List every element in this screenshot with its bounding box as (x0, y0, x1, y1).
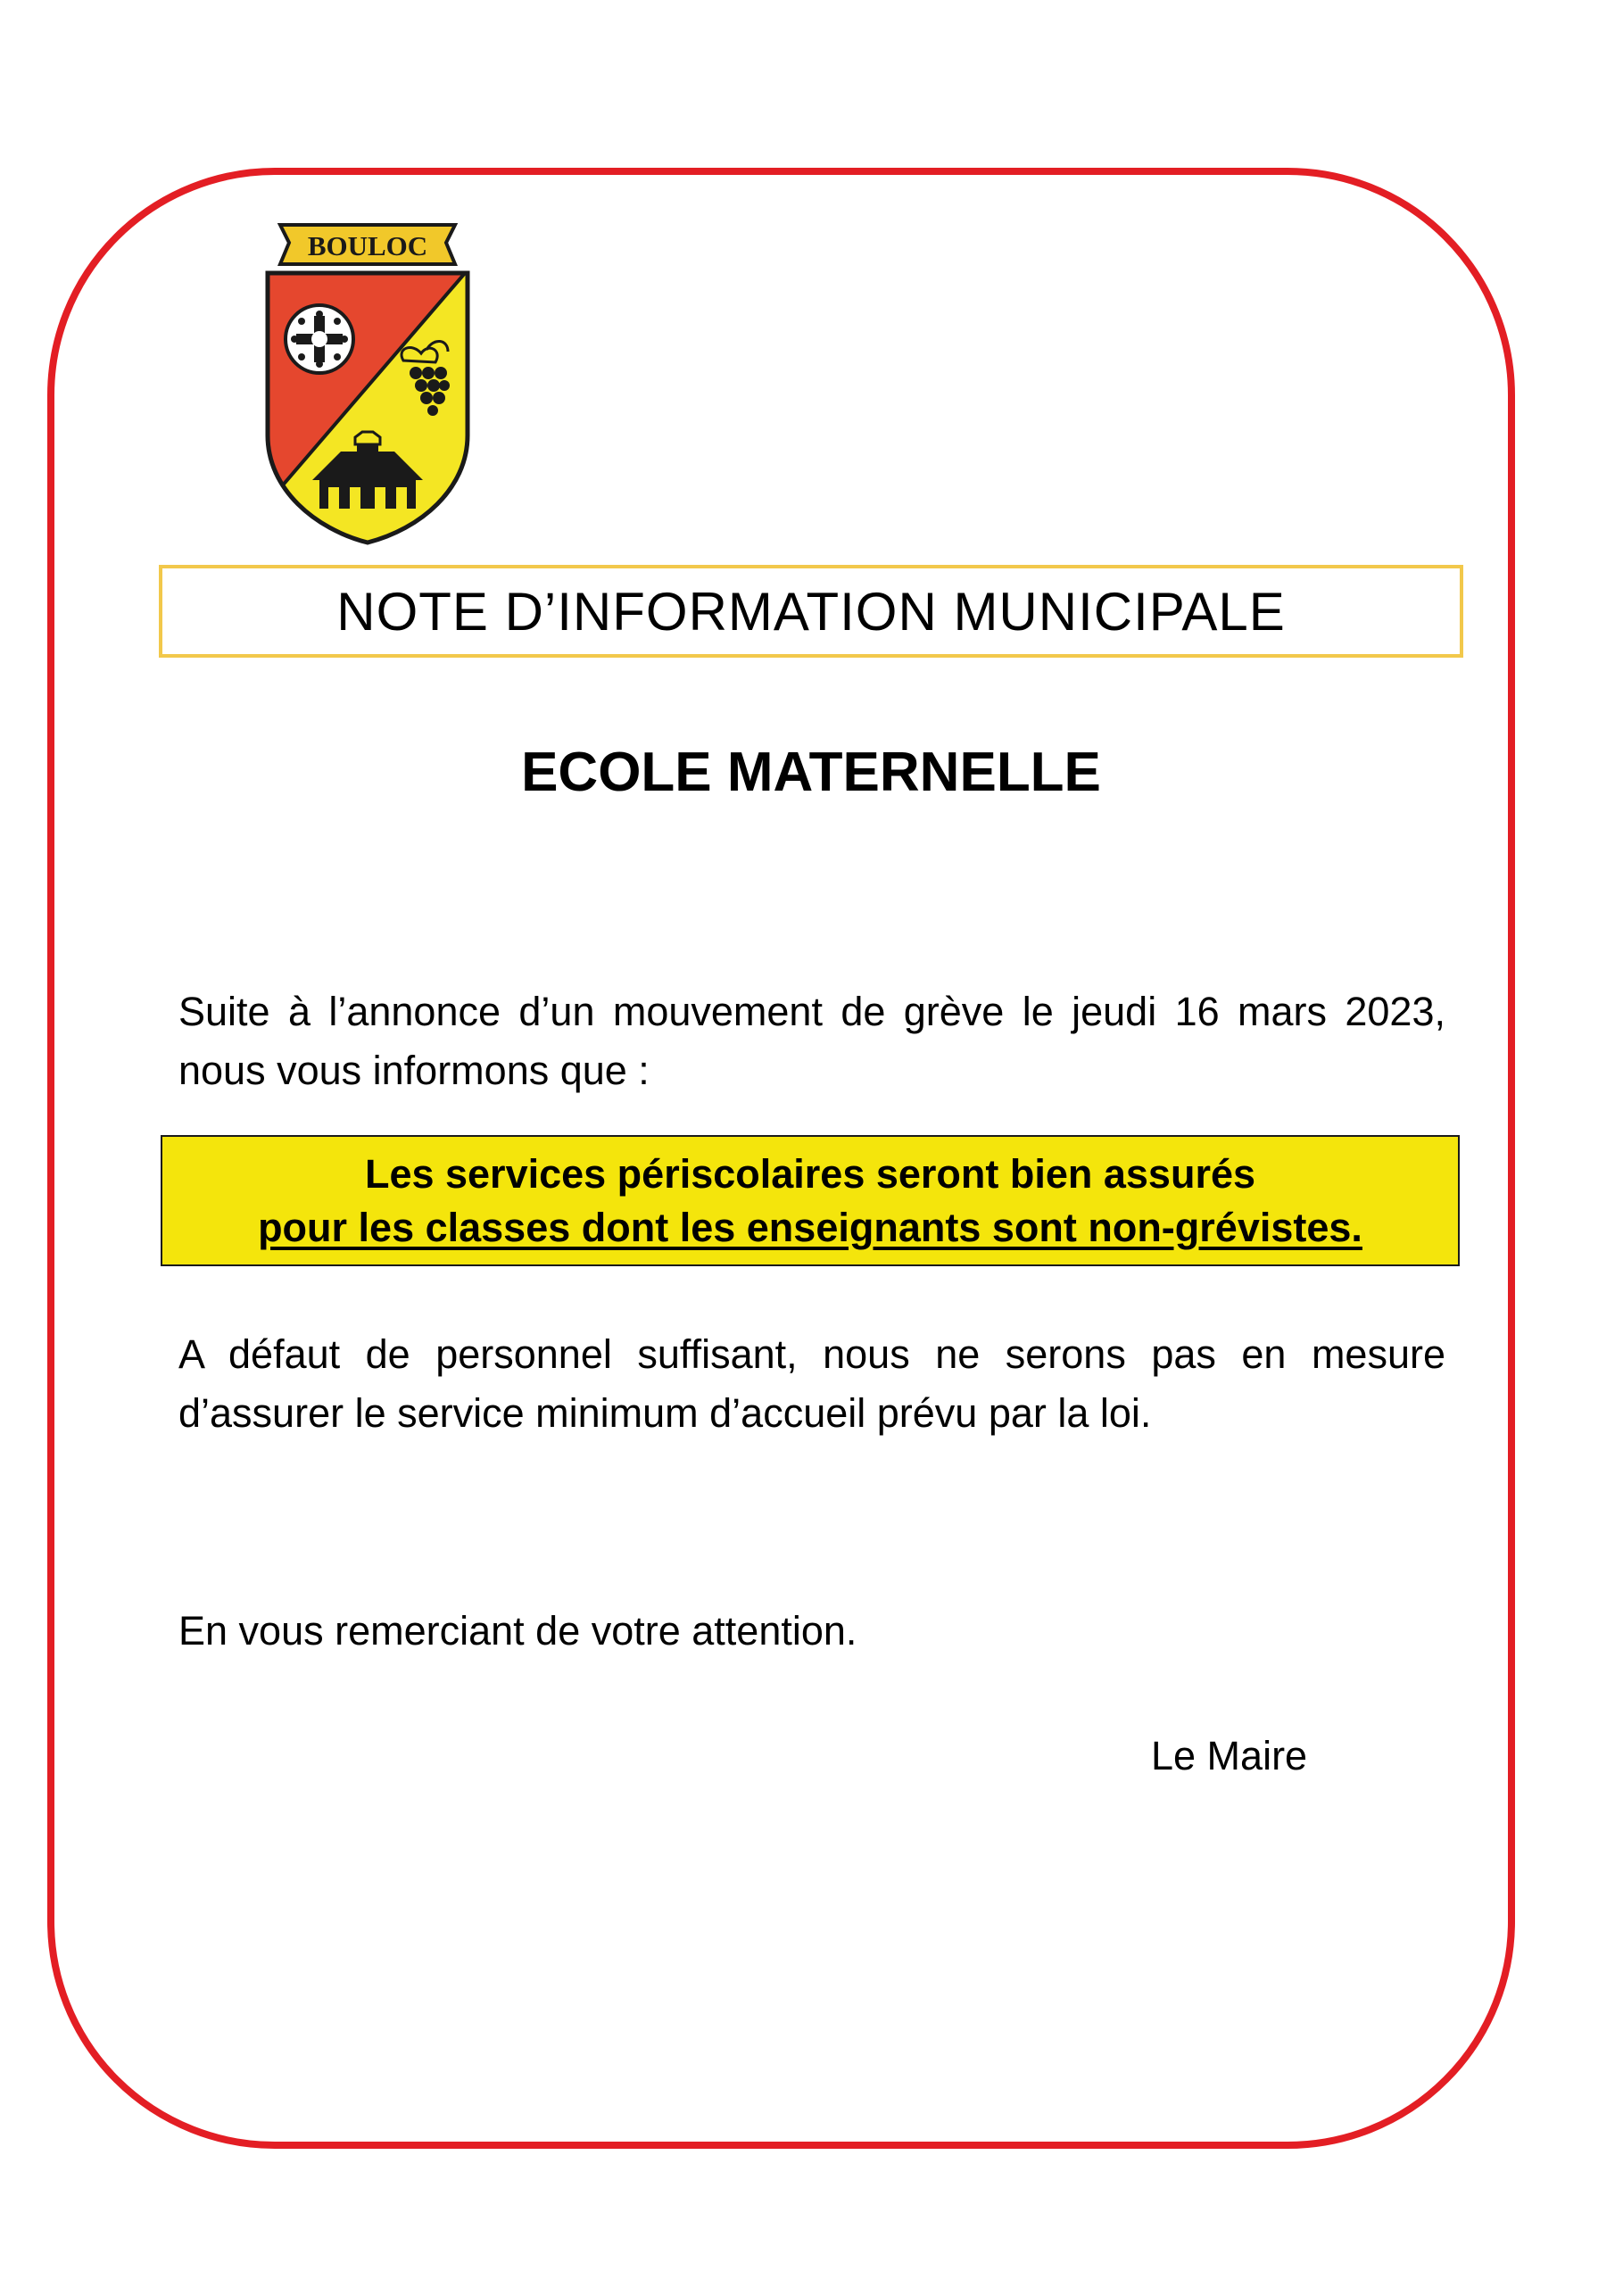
body-paragraph: A défaut de personnel suffisant, nous ne serons pas en mesure d’assurer le service minimum d’accueil prévu par la loi. (178, 1331, 1445, 1436)
notice-heading: ECOLE MATERNELLE (521, 742, 1101, 803)
highlight-line-1: Les services périscolaires seront bien assurés (364, 1150, 1256, 1197)
occitan-cross-icon (286, 305, 353, 373)
signature: Le Maire (1151, 1733, 1308, 1778)
closing-line: En vous remerciant de votre attention. (178, 1608, 857, 1654)
bouloc-coat-of-arms (264, 212, 471, 548)
highlight-box (161, 1135, 1460, 1266)
intro-paragraph: Suite à l’annonce d’un mouvement de grève le jeudi 16 mars 2023, nous vous informons que : (178, 989, 1445, 1093)
crest-banner (280, 225, 455, 264)
notice-title: NOTE D’INFORMATION MUNICIPALE (159, 565, 1463, 658)
crest-banner-text: BOULOC (307, 230, 428, 261)
highlight-line-2: pour les classes dont les enseignants sont non-grévistes. (258, 1204, 1362, 1250)
